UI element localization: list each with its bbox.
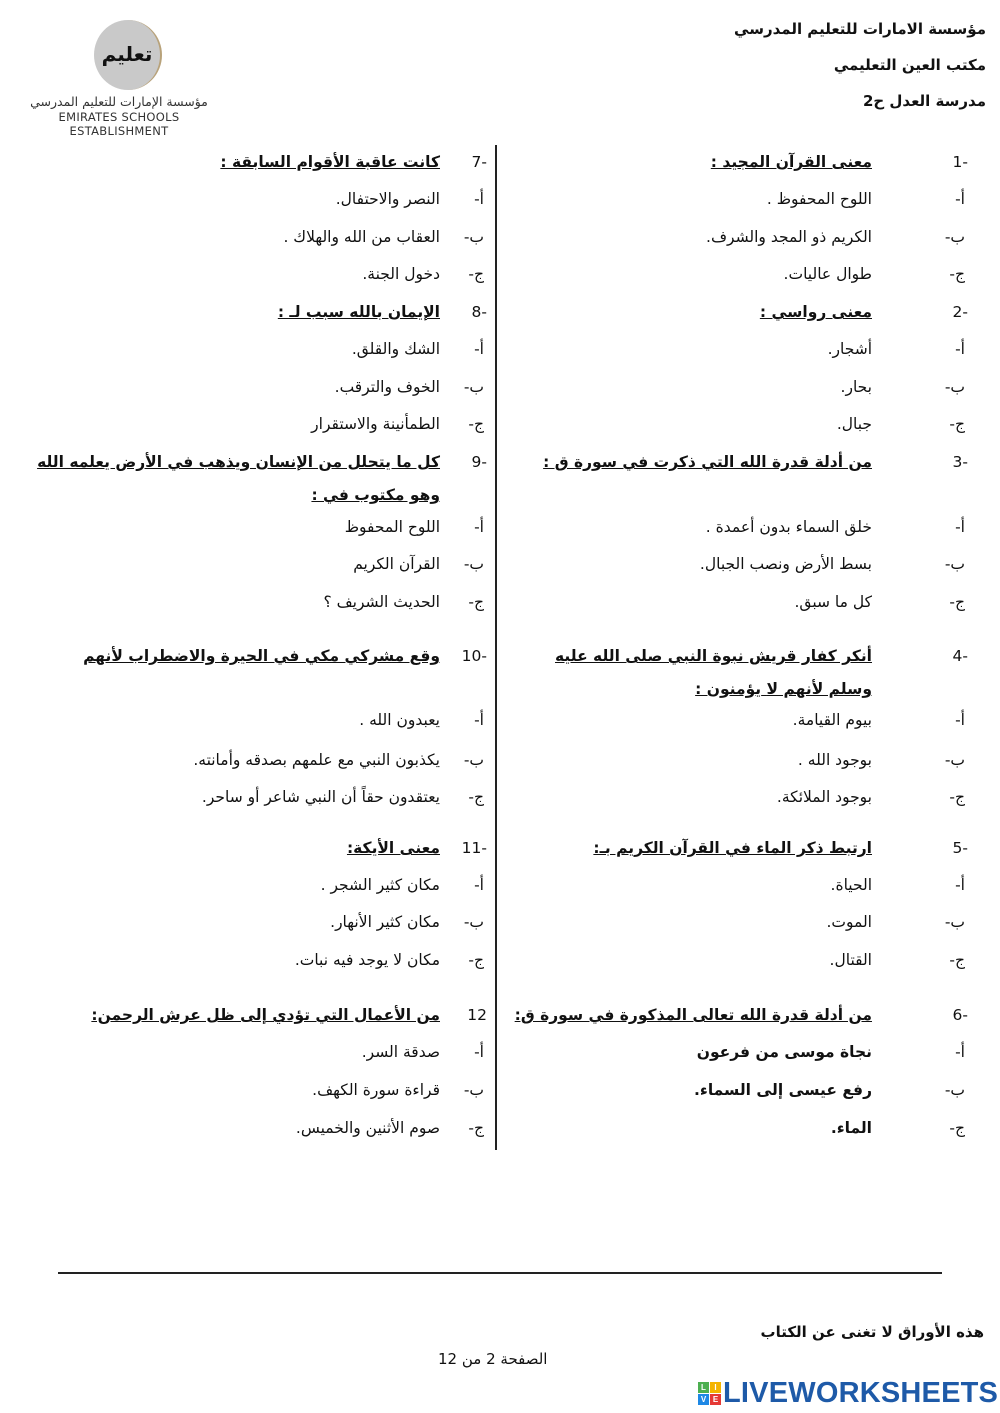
column-divider [495, 145, 497, 1150]
question-text [510, 446, 872, 479]
option-text[interactable]: الحديث الشريف ؟ [323, 593, 440, 611]
item-number: -10 [461, 647, 487, 665]
question-text [20, 999, 440, 1032]
ese-logo [8, 14, 233, 138]
option-row [0, 515, 1000, 539]
item-number: -7 [471, 153, 487, 171]
option-letter: أ- [955, 876, 965, 894]
option-row [0, 948, 1000, 972]
option-row [0, 412, 1000, 436]
option-row [0, 187, 1000, 211]
option-letter: ب- [463, 555, 484, 573]
option-row [0, 262, 1000, 286]
question-text-main: كانت عاقبة الأقوام السابقة : [220, 153, 440, 171]
question-text-main: معنى القرآن المجيد : [710, 153, 872, 171]
option-row [0, 785, 1000, 809]
option-letter: ج- [468, 951, 484, 969]
option-row [0, 910, 1000, 934]
brand-letter-tile: E [710, 1394, 721, 1405]
option-letter: ب- [463, 378, 484, 396]
office-name: مكتب العين التعليمي [833, 56, 986, 74]
option-text[interactable]: مكان لا يوجد فيه نبات. [294, 951, 440, 969]
option-letter: ب- [463, 228, 484, 246]
option-letter: ج- [949, 951, 965, 969]
option-letter: ج- [468, 788, 484, 806]
question-text [510, 146, 872, 179]
option-text[interactable]: رفع عيسى إلى السماء. [694, 1081, 872, 1099]
footer-rule [58, 1272, 942, 1274]
question-text [510, 296, 872, 329]
logo-english-name: EMIRATES SCHOOLS ESTABLISHMENT [58, 110, 180, 138]
page-number: الصفحة 2 من 12 [438, 1350, 548, 1368]
option-row [0, 1078, 1000, 1102]
logo-arabic-name: مؤسسة الإمارات للتعليم المدرسي [30, 94, 208, 109]
option-text[interactable]: القرآن الكريم [353, 555, 440, 573]
option-row [0, 708, 1000, 732]
option-text[interactable]: الحياة. [830, 876, 872, 894]
option-text[interactable]: صوم الأثنين والخميس. [295, 1119, 440, 1137]
liveworksheets-icon [698, 1382, 721, 1405]
option-row [0, 590, 1000, 614]
option-letter: أ- [955, 340, 965, 358]
option-text[interactable]: الشك والقلق. [351, 340, 440, 358]
option-text[interactable]: الطمأنينة والاستقرار [311, 415, 440, 433]
option-text[interactable]: نجاة موسى من فرعون [696, 1043, 872, 1061]
option-row [0, 375, 1000, 399]
option-text[interactable]: يكذبون النبي مع علمهم بصدقه وأمانته. [193, 751, 440, 769]
option-text[interactable]: الموت. [826, 913, 872, 931]
option-text[interactable]: أشجار. [827, 340, 872, 358]
option-text[interactable]: مكان كثير الأنهار. [330, 913, 440, 931]
option-letter: ب- [944, 751, 965, 769]
question-text [510, 999, 872, 1032]
option-text[interactable]: يعبدون الله . [359, 711, 440, 729]
option-letter: ج- [468, 415, 484, 433]
question-text-main: أنكر كفار قريش نبوة النبي صلى الله عليه وسلم لأنهم لا [555, 647, 872, 698]
option-row [0, 552, 1000, 576]
option-text[interactable]: بسط الأرض ونصب الجبال. [699, 555, 872, 573]
option-letter: أ- [955, 518, 965, 536]
question-text-main: كل ما يتحلل من الإنسان ويذهب في الأرض يعلمه الله [37, 453, 440, 471]
item-number: -2 [952, 303, 968, 321]
option-row [0, 748, 1000, 772]
question-text [20, 832, 440, 865]
question-text-main: من الأعمال التي تؤدي إلى ظل عرش الرحمن: [91, 1006, 440, 1024]
item-number: -3 [952, 453, 968, 471]
option-text[interactable]: جبال. [836, 415, 872, 433]
question-text [20, 296, 440, 329]
option-letter: أ- [955, 190, 965, 208]
question-text-main: وقع مشركي مكي في الحيرة والاضطراب لأنهم [83, 647, 440, 665]
footer-note: هذه الأوراق لا تغنى عن الكتاب [760, 1323, 984, 1341]
option-letter: ب- [463, 1081, 484, 1099]
option-text[interactable]: بحار. [840, 378, 872, 396]
option-text[interactable]: دخول الجنة. [362, 265, 440, 283]
brand-letter-tile: L [698, 1382, 709, 1393]
item-number: -5 [952, 839, 968, 857]
option-row [0, 1116, 1000, 1140]
item-number: -4 [952, 647, 968, 665]
option-row [0, 873, 1000, 897]
question-text [510, 640, 872, 706]
question-text-continued: وهو مكتوب في : [311, 486, 440, 504]
option-letter: ج- [949, 788, 965, 806]
item-number: 12 [467, 1006, 487, 1024]
option-letter: ب- [463, 913, 484, 931]
option-letter: أ- [474, 876, 484, 894]
option-text[interactable]: اللوح المحفوظ [344, 518, 440, 536]
option-text[interactable]: خلق السماء بدون أعمدة . [705, 518, 872, 536]
item-number: -11 [461, 839, 487, 857]
question-text-main: ارتبط ذكر الماء في القرآن الكريم بـ: [593, 839, 872, 857]
item-number: -6 [952, 1006, 968, 1024]
option-letter: ج- [949, 415, 965, 433]
option-letter: أ- [955, 711, 965, 729]
option-letter: ب- [944, 378, 965, 396]
option-letter: ج- [468, 593, 484, 611]
option-text[interactable]: كل ما سبق. [794, 593, 872, 611]
option-letter: ب- [944, 913, 965, 931]
option-letter: ج- [468, 1119, 484, 1137]
option-row [0, 1040, 1000, 1064]
brand-letter-tile: V [698, 1394, 709, 1405]
option-text[interactable]: بوجود الله . [797, 751, 872, 769]
option-text[interactable]: بوجود الملائكة. [776, 788, 872, 806]
question-text [20, 446, 440, 512]
option-letter: ب- [944, 555, 965, 573]
option-letter: أ- [474, 518, 484, 536]
school-name: مدرسة العدل ح2 [862, 92, 986, 110]
question-text [20, 146, 440, 179]
brand-letter-tile: I [710, 1382, 721, 1393]
option-letter: ب- [944, 228, 965, 246]
question-text-continued: يؤمنون : [695, 680, 762, 698]
question-text-main: معنى الأيكة: [346, 839, 440, 857]
option-text[interactable]: يعتقدون حقاً أن النبي شاعر أو ساحر. [201, 788, 440, 806]
item-number: -9 [471, 453, 487, 471]
option-letter: أ- [474, 340, 484, 358]
option-text[interactable]: اللوح المحفوظ . [766, 190, 872, 208]
option-text[interactable]: الخوف والترقب. [334, 378, 440, 396]
option-letter: ج- [949, 265, 965, 283]
option-text[interactable]: الماء. [830, 1119, 872, 1137]
institution-name: مؤسسة الامارات للتعليم المدرسي [734, 20, 986, 38]
question-text [20, 640, 440, 673]
option-text[interactable]: القتال. [829, 951, 872, 969]
question-text-main: من أدلة قدرة الله التي ذكرت في سورة ق : [543, 453, 872, 471]
option-letter: ب- [463, 751, 484, 769]
question-text-main: من أدلة قدرة الله تعالى المذكورة في سورة ق: [514, 1006, 872, 1024]
option-row [0, 225, 1000, 249]
option-letter: أ- [474, 1043, 484, 1061]
option-letter: أ- [474, 190, 484, 208]
option-letter: ب- [944, 1081, 965, 1099]
question-text [510, 832, 872, 865]
option-text[interactable]: قراءة سورة الكهف. [312, 1081, 440, 1099]
liveworksheets-wordmark: LIVEWORKSHEETS [723, 1376, 999, 1409]
option-text[interactable]: العقاب من الله والهلاك . [283, 228, 440, 246]
option-text[interactable]: مكان كثير الشجر . [320, 876, 440, 894]
liveworksheets-logo[interactable] [698, 1378, 998, 1408]
option-text[interactable]: صدقة السر. [361, 1043, 440, 1061]
option-row [0, 337, 1000, 361]
option-letter: أ- [474, 711, 484, 729]
option-text[interactable]: النصر والاحتفال. [335, 190, 440, 208]
option-letter: أ- [955, 1043, 965, 1061]
option-letter: ج- [468, 265, 484, 283]
option-text[interactable]: الكريم ذو المجد والشرف. [706, 228, 872, 246]
option-letter: ج- [949, 1119, 965, 1137]
question-text-main: الإيمان بالله سبب لـ : [277, 303, 440, 321]
option-text[interactable]: بيوم القيامة. [792, 711, 872, 729]
option-text[interactable]: طوال عاليات. [783, 265, 872, 283]
option-letter: ج- [949, 593, 965, 611]
item-number: -8 [471, 303, 487, 321]
item-number: -1 [952, 153, 968, 171]
question-text-main: معنى رواسي : [759, 303, 872, 321]
logo-calligraphy: تعليم [101, 42, 153, 66]
